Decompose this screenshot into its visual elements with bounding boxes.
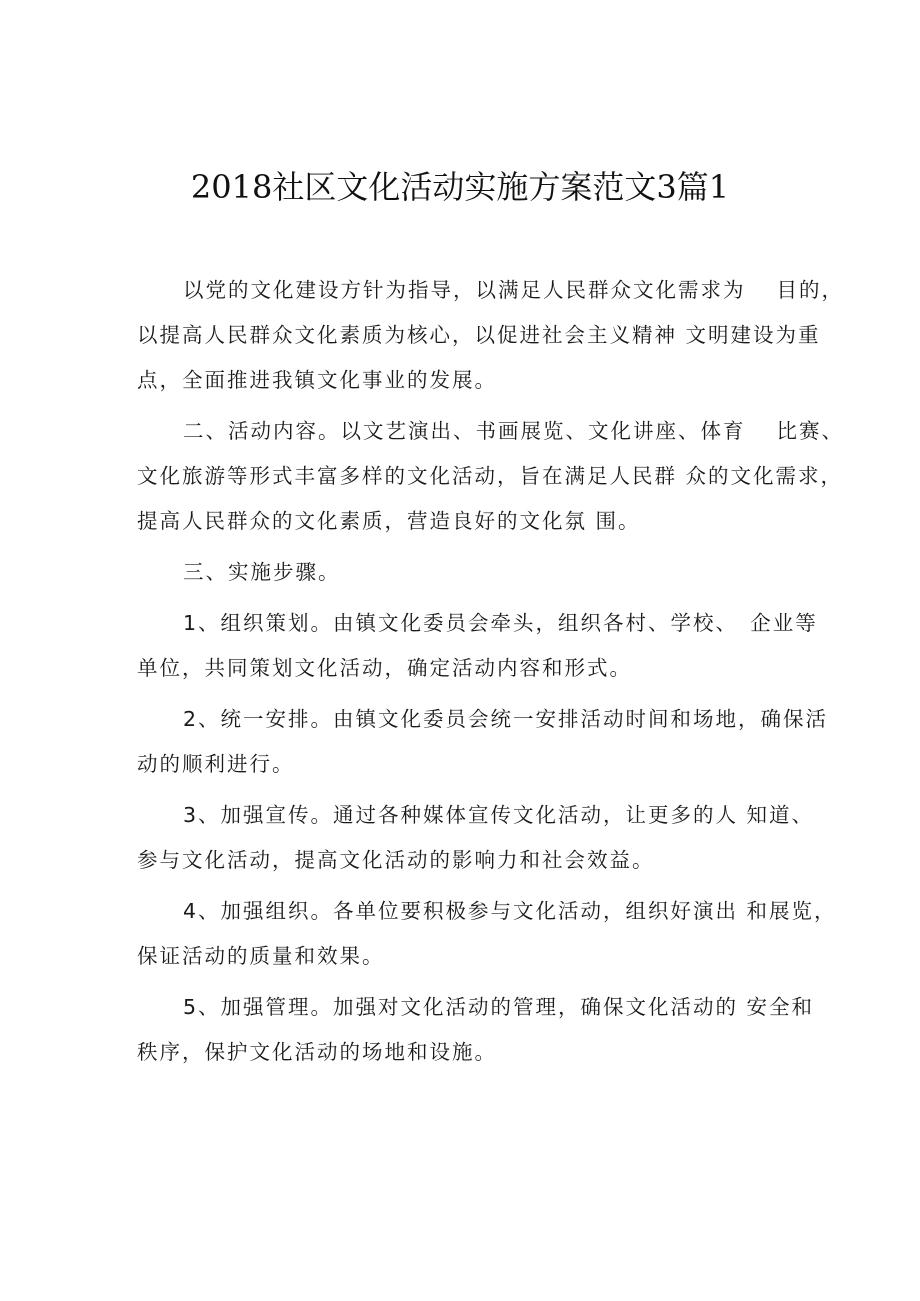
paragraph-step-3 xyxy=(137,793,815,883)
paragraph-line: 保证活动的质量和效果。 xyxy=(137,944,385,968)
document-body xyxy=(137,268,845,1075)
paragraph-step-1 xyxy=(137,601,818,691)
paragraph-line: 1、组织策划。由镇文化委员会牵头，组织各村、学校、 企业等 xyxy=(183,611,818,635)
paragraph-line: 5、加强管理。加强对文化活动的管理，确保文化活动的 安全和 xyxy=(183,995,815,1019)
paragraph-line: 以提高人民群众文化素质为核心，以促进社会主义精神 文明建设为重 xyxy=(137,323,821,347)
paragraph-line: 2、统一安排。由镇文化委员会统一安排活动时间和场地，确保活 xyxy=(183,707,829,731)
paragraph-line: 以党的文化建设方针为指导，以满足人民群众文化需求为 目的， xyxy=(183,278,845,302)
paragraph-implementation-steps-heading xyxy=(137,550,801,595)
paragraph-line: 4、加强组织。各单位要积极参与文化活动，组织好演出 和展览， xyxy=(183,899,837,923)
paragraph-line: 秩序，保护文化活动的场地和设施。 xyxy=(137,1040,497,1064)
paragraph-line: 动的顺利进行。 xyxy=(137,752,295,776)
paragraph-step-4 xyxy=(137,889,837,979)
document-title: 2018社区文化活动实施方案范文3篇1 xyxy=(190,168,730,206)
paragraph-step-2 xyxy=(137,697,829,787)
paragraph-line: 3、加强宣传。通过各种媒体宣传文化活动，让更多的人 知道、 xyxy=(183,803,815,827)
paragraph-line: 单位，共同策划文化活动，确定活动内容和形式。 xyxy=(137,656,632,680)
paragraph-line: 文化旅游等形式丰富多样的文化活动，旨在满足人民群 众的文化需求， xyxy=(137,464,844,488)
paragraph-step-5 xyxy=(137,985,815,1075)
paragraph-line: 三、实施步骤。 xyxy=(183,560,341,584)
paragraph-line: 提高人民群众的文化素质，营造良好的文化氛 围。 xyxy=(137,509,641,533)
paragraph-activity-content xyxy=(137,409,845,544)
paragraph-guiding-principle xyxy=(137,268,845,403)
paragraph-line: 点，全面推进我镇文化事业的发展。 xyxy=(137,368,497,392)
paragraph-line: 参与文化活动，提高文化活动的影响力和社会效益。 xyxy=(137,848,655,872)
paragraph-line: 二、活动内容。以文艺演出、书画展览、文化讲座、体育 比赛、 xyxy=(183,419,845,443)
